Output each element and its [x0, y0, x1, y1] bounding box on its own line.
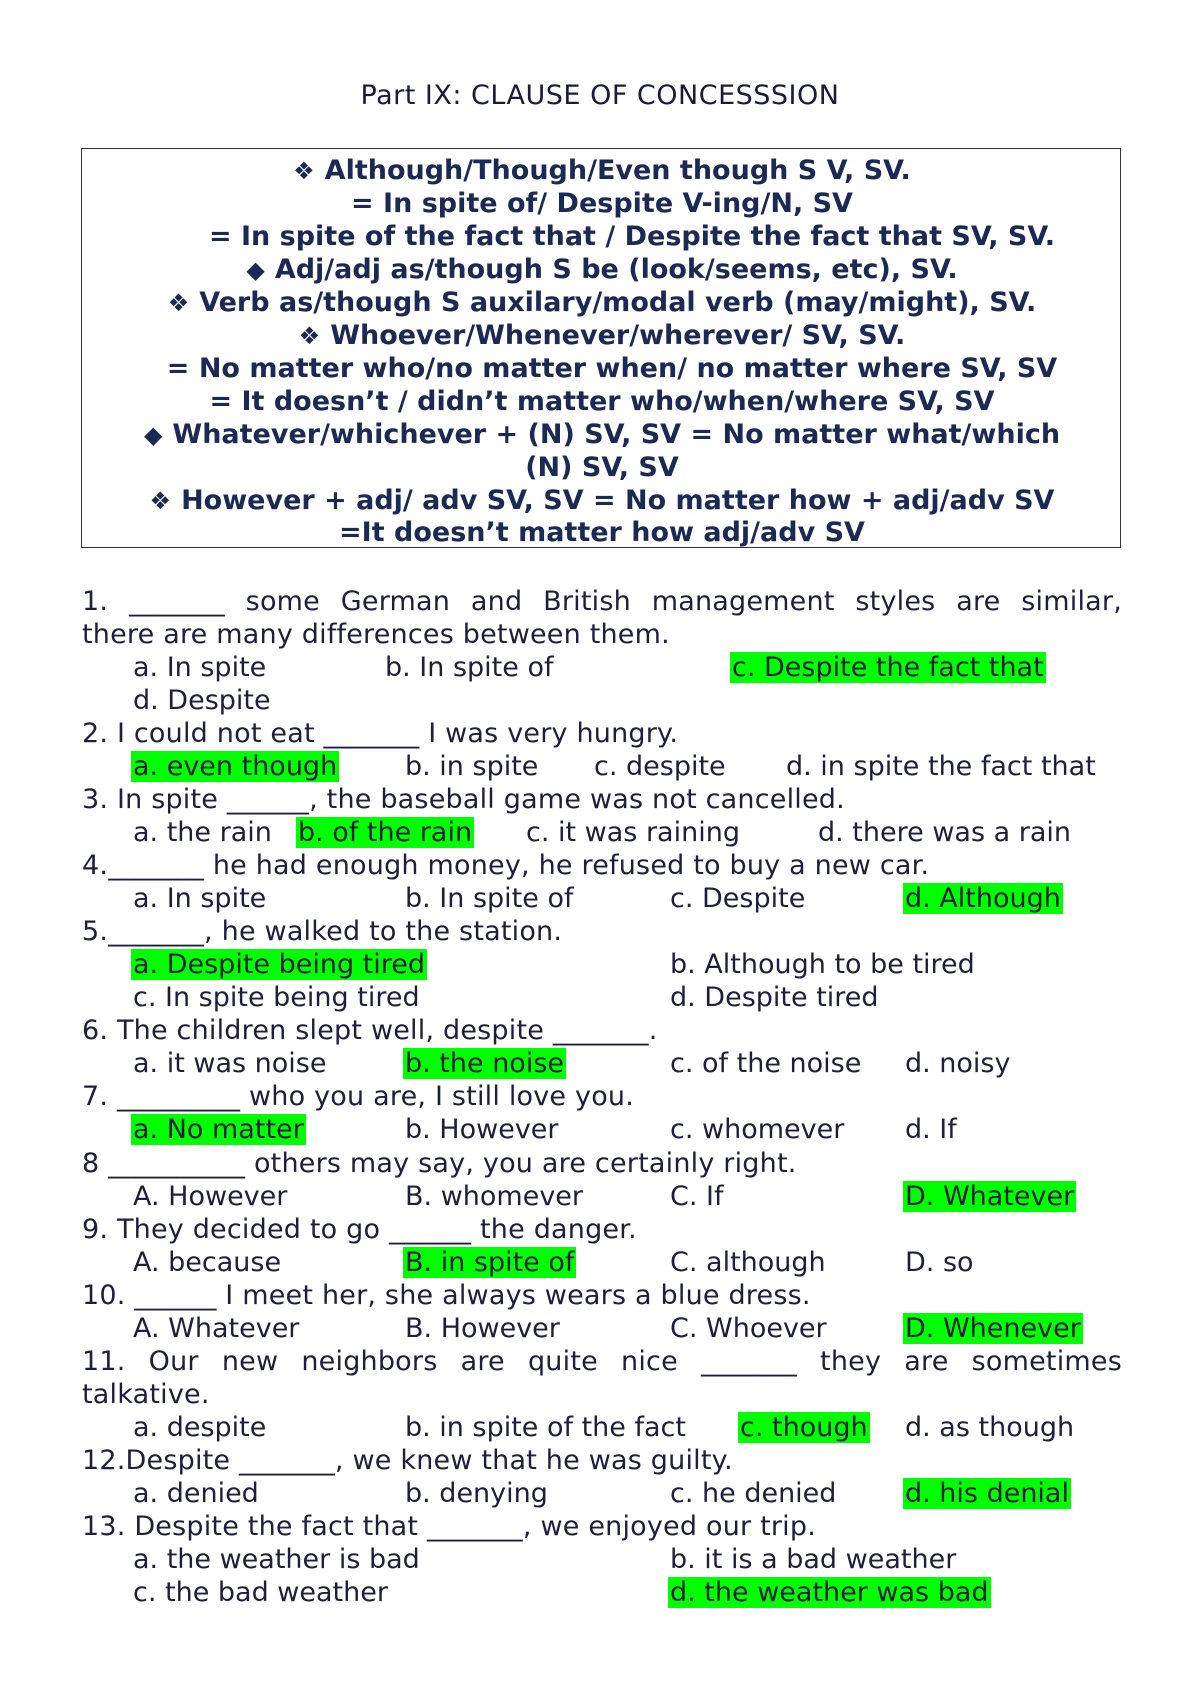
q9-option-d: D. so: [905, 1247, 974, 1278]
diamond-bullet-icon: ◆: [246, 256, 265, 284]
q3-option-c: c. it was raining: [526, 817, 740, 848]
q6-option-c: c. of the noise: [670, 1048, 862, 1079]
rule-line: (N) SV, SV: [525, 452, 679, 483]
question-7-stem: 7. _________ who you are, I still love you.: [82, 1081, 635, 1112]
diamond-bullet-icon: ❖: [293, 157, 315, 185]
q8-option-a: A. However: [133, 1181, 288, 1212]
rule-line: ◆ Whatever/whichever + (N) SV, SV = No matter what/which: [143, 419, 1061, 450]
rule-line: = It doesn’t / didn’t matter who/when/where SV, SV: [209, 386, 995, 417]
question-3-stem: 3. In spite ______, the baseball game was not cancelled.: [82, 784, 845, 815]
q2-option-d: d. in spite the fact that: [786, 751, 1096, 782]
q5-option-d: d. Despite tired: [670, 982, 879, 1013]
rule-line: ❖ However + adj/ adv SV, SV = No matter how + adj/adv SV: [149, 485, 1055, 516]
question-10-stem: 10. ______ I meet her, she always wears a blue dress.: [82, 1280, 811, 1311]
diamond-bullet-icon: ❖: [149, 487, 172, 515]
q1-option-d: d. Despite: [133, 685, 271, 716]
question-5-stem: 5._______, he walked to the station.: [82, 916, 563, 947]
q4-option-c: c. Despite: [670, 883, 806, 914]
rules-box: [81, 148, 1121, 548]
q8-option-c: C. If: [670, 1181, 724, 1212]
question-13-stem: 13. Despite the fact that _______, we enjoyed our trip.: [82, 1511, 817, 1542]
question-11-stem: 11. Our new neighbors are quite nice _______ they are sometimes: [82, 1346, 1122, 1377]
rule-line: = No matter who/no matter when/ no matter where SV, SV: [166, 353, 1058, 384]
q6-option-b-correct: b. the noise: [405, 1048, 565, 1079]
q4-option-a: a. In spite: [133, 883, 267, 914]
q3-option-b-correct: b. of the rain: [298, 817, 473, 848]
page-title: Part IX: CLAUSE OF CONCESSSION: [360, 80, 840, 111]
q10-option-b: B. However: [405, 1313, 560, 1344]
q6-option-d: d. noisy: [905, 1048, 1011, 1079]
q12-option-b: b. denying: [405, 1478, 548, 1509]
q7-option-d: d. If: [905, 1114, 957, 1145]
q3-option-a: a. the rain: [133, 817, 272, 848]
q9-option-b-correct: B. in spite of: [405, 1247, 575, 1278]
q13-option-a: a. the weather is bad: [133, 1544, 420, 1575]
question-8-stem: 8 __________ others may say, you are certainly right.: [82, 1148, 797, 1179]
q12-option-d-correct: d. his denial: [905, 1478, 1069, 1509]
question-1-stem: 1. _______ some German and British management styles are similar,: [82, 586, 1122, 617]
question-1-stem-cont: there are many differences between them.: [82, 619, 670, 650]
q7-option-b: b. However: [405, 1114, 559, 1145]
q12-option-c: c. he denied: [670, 1478, 837, 1509]
q7-option-a-correct: a. No matter: [133, 1114, 304, 1145]
diamond-bullet-icon: ◆: [143, 421, 163, 449]
rule-line: = In spite of/ Despite V-ing/N, SV: [351, 188, 853, 219]
q8-option-d-correct: D. Whatever: [905, 1181, 1075, 1212]
q2-option-b: b. in spite: [405, 751, 539, 782]
q10-option-d-correct: D. Whenever: [905, 1313, 1081, 1344]
q5-option-c: c. In spite being tired: [133, 982, 420, 1013]
q1-option-c-correct: c. Despite the fact that: [732, 652, 1044, 683]
q3-option-d: d. there was a rain: [818, 817, 1071, 848]
q8-option-b: B. whomever: [405, 1181, 584, 1212]
q11-option-c-correct: c. though: [740, 1412, 868, 1443]
rule-line: = In spite of the fact that / Despite the fact that SV, SV.: [208, 221, 1056, 252]
question-4-stem: 4._______ he had enough money, he refused to buy a new car.: [82, 850, 930, 881]
question-12-stem: 12.Despite _______, we knew that he was guilty.: [82, 1445, 733, 1476]
question-6-stem: 6. The children slept well, despite _______.: [82, 1015, 658, 1046]
q13-option-c: c. the bad weather: [133, 1577, 388, 1608]
q11-option-d: d. as though: [905, 1412, 1075, 1443]
q10-option-c: C. Whoever: [670, 1313, 827, 1344]
q5-option-b: b. Although to be tired: [670, 949, 975, 980]
q12-option-a: a. denied: [133, 1478, 259, 1509]
question-2-stem: 2. I could not eat _______ I was very hungry.: [82, 718, 679, 749]
q1-option-a: a. In spite: [133, 652, 267, 683]
q9-option-a: A. because: [133, 1247, 282, 1278]
q11-option-b: b. in spite of the fact: [405, 1412, 686, 1443]
q2-option-c: c. despite: [594, 751, 726, 782]
q4-option-b: b. In spite of: [405, 883, 574, 914]
q5-option-a-correct: a. Despite being tired: [133, 949, 426, 980]
q13-option-b: b. it is a bad weather: [670, 1544, 957, 1575]
q6-option-a: a. it was noise: [133, 1048, 327, 1079]
question-9-stem: 9. They decided to go ______ the danger.: [82, 1214, 637, 1245]
q13-option-d-correct: d. the weather was bad: [670, 1577, 989, 1608]
rule-line: ◆ Adj/adj as/though S be (look/seems, etc), SV.: [246, 254, 958, 285]
q1-option-b: b. In spite of: [385, 652, 554, 683]
q4-option-d-correct: d. Although: [905, 883, 1061, 914]
rule-line: ❖ Whoever/Whenever/wherever/ SV, SV.: [298, 320, 906, 351]
rule-line: ❖ Verb as/though S auxilary/modal verb (may/might), SV.: [167, 287, 1037, 318]
diamond-bullet-icon: ❖: [298, 322, 321, 350]
q7-option-c: c. whomever: [670, 1114, 845, 1145]
q11-option-a: a. despite: [133, 1412, 267, 1443]
diamond-bullet-icon: ❖: [167, 289, 190, 317]
q10-option-a: A. Whatever: [133, 1313, 300, 1344]
q2-option-a-correct: a. even though: [133, 751, 338, 782]
question-11-stem-cont: talkative.: [82, 1379, 210, 1410]
q9-option-c: C. although: [670, 1247, 826, 1278]
rule-line: =It doesn’t matter how adj/adv SV: [339, 517, 865, 548]
rule-line: ❖ Although/Though/Even though S V, SV.: [293, 155, 911, 186]
